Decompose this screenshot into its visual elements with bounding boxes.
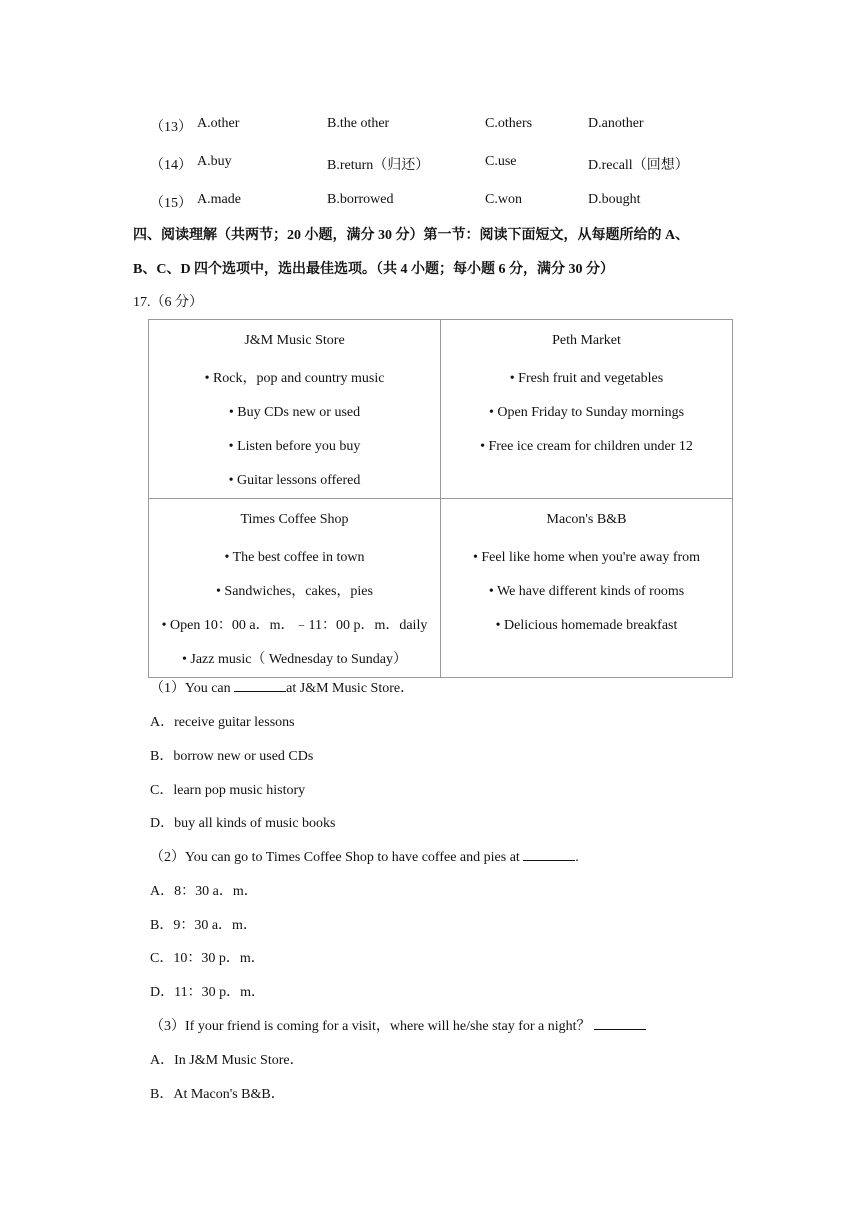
answer-option: A．8：30 a．m．: [150, 884, 258, 899]
answer-option: C．learn pop music history: [150, 783, 306, 798]
ad-line: • Rock，pop and country music: [204, 371, 385, 386]
ad-line: • Fresh fruit and vegetables: [509, 371, 664, 386]
ad-line: • Buy CDs new or used: [228, 405, 361, 420]
option-c: C.use: [485, 154, 517, 169]
option-number: （15）: [150, 196, 192, 211]
ad-line: • Feel like home when you're away from: [472, 550, 701, 565]
ad-cell-market: [441, 320, 733, 499]
answer-option: C．10：30 p．m．: [150, 951, 265, 966]
ad-line: • Guitar lessons offered: [228, 473, 361, 488]
ad-line: • Jazz music（ Wednesday to Sunday）: [181, 652, 407, 667]
cloze-option-row-15: [0, 192, 860, 214]
answer-option: B．9：30 a．m．: [150, 918, 257, 933]
answer-option: A．receive guitar lessons: [150, 715, 295, 730]
ad-line: • We have different kinds of rooms: [488, 584, 685, 599]
section-heading-line-1: 四、阅读理解（共两节；20 小题，满分 30 分）第一节：阅读下面短文，从每题所给的 A、: [133, 228, 690, 243]
option-a: A.other: [197, 116, 240, 131]
question-stem-prefix: （1）You can: [150, 681, 235, 696]
option-d: D.bought: [588, 192, 641, 207]
question-3-stem: [150, 1015, 646, 1035]
question-1-stem: [150, 677, 414, 697]
ad-line: • Open Friday to Sunday mornings: [488, 405, 685, 420]
ad-line: • Open 10：00 a．m．﹣11：00 p．m．daily: [161, 618, 428, 633]
question-stem-suffix: at J&M Music Store．: [286, 681, 415, 696]
ad-cell-bnb: [441, 499, 733, 678]
ad-line: • The best coffee in town: [224, 550, 365, 565]
option-number: （14）: [150, 158, 192, 173]
ads-table: [148, 319, 733, 678]
option-d: D.recall（回想）: [588, 158, 689, 173]
ad-line: • Delicious homemade breakfast: [495, 618, 678, 633]
question-stem-suffix: .: [575, 850, 579, 865]
answer-blank: [523, 846, 575, 861]
option-c: C.others: [485, 116, 533, 131]
answer-blank: [234, 677, 286, 692]
ad-title: Macon's B&B: [546, 512, 627, 527]
cloze-option-row-14: [0, 154, 860, 176]
ad-title: Peth Market: [552, 333, 621, 348]
answer-option: D．11：30 p．m．: [150, 985, 265, 1000]
option-c: C.won: [485, 192, 522, 207]
section-heading-line-2: B、C、D 四个选项中，选出最佳选项。（共 4 小题；每小题 6 分，满分 30 分）: [133, 262, 615, 277]
question-stem-prefix: （2）You can go to Times Coffee Shop to have coffee and pies at: [150, 850, 524, 865]
ad-line: • Free ice cream for children under 12: [480, 439, 693, 454]
option-a: A.made: [197, 192, 241, 207]
ad-cell-coffee-shop: [149, 499, 441, 678]
ad-line: • Sandwiches，cakes，pies: [216, 584, 373, 599]
answer-option: A．In J&M Music Store．: [150, 1053, 304, 1068]
answer-blank: [594, 1015, 646, 1030]
ad-title: Times Coffee Shop: [240, 512, 349, 527]
ad-cell-music-store: [149, 320, 441, 499]
option-number: （13）: [150, 120, 192, 135]
question-number: 17.（6 分）: [133, 295, 203, 310]
ad-line: • Listen before you buy: [228, 439, 361, 454]
option-a: A.buy: [197, 154, 232, 169]
option-b: B.borrowed: [327, 192, 394, 207]
cloze-option-row-13: [0, 116, 860, 138]
answer-option: B．borrow new or used CDs: [150, 749, 314, 764]
option-b: B.return（归还）: [327, 158, 430, 173]
ad-title: J&M Music Store: [244, 333, 345, 348]
option-d: D.another: [588, 116, 644, 131]
question-stem-prefix: （3）If your friend is coming for a visit，where will he/she stay for a night？: [150, 1019, 595, 1034]
option-b: B.the other: [327, 116, 390, 131]
answer-option: B．At Macon's B&B．: [150, 1087, 285, 1102]
question-2-stem: [150, 846, 579, 866]
answer-option: D．buy all kinds of music books: [150, 816, 336, 831]
